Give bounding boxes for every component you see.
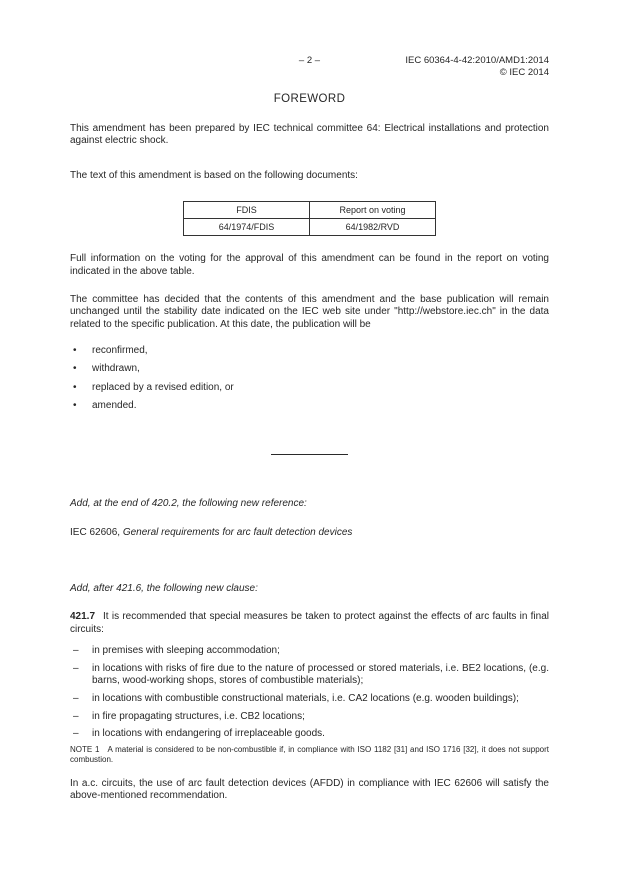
- page-title: FOREWORD: [273, 93, 346, 105]
- bullet-list: [70, 345, 549, 412]
- page-number: – 2 –: [298, 55, 321, 66]
- section-divider: [271, 454, 348, 455]
- dash-list: [70, 645, 549, 741]
- list-item: [70, 693, 549, 706]
- dash-icon: –: [73, 692, 79, 704]
- table-header-row: [184, 202, 436, 219]
- paragraph-committee: This amendment has been prepared by IEC technical committee 64: Electrical installations and protection against electric shock.: [70, 122, 549, 147]
- clause-421-7: [70, 611, 549, 636]
- reference-title: General requirements for arc fault detection devices: [122, 526, 353, 538]
- list-item: [70, 400, 549, 413]
- editorial-instruction-clause: Add, after 421.6, the following new clause:: [70, 583, 258, 595]
- dash-text: in premises with sleeping accommodation;: [92, 645, 280, 657]
- dash-text: in locations with risks of fire due to the nature of processed or stored materials, i.e. BE2 locations, (e.g. barns, wood-working shops, stores of combustible materials);: [92, 662, 549, 687]
- editorial-instruction-reference: Add, at the end of 420.2, the following new reference:: [70, 498, 307, 510]
- copyright-notice: © IEC 2014: [499, 67, 549, 78]
- list-item: [70, 645, 549, 658]
- paragraph-documents-intro: The text of this amendment is based on the following documents:: [70, 169, 358, 181]
- table-header-fdis: FDIS: [184, 202, 310, 219]
- bullet-icon: •: [73, 381, 77, 393]
- voting-table: [183, 201, 436, 236]
- note-text: A material is considered to be non-combustible if, in compliance with ISO 1182 [31] and ISO 1716 [32], it does not support combustion.: [70, 744, 549, 764]
- dash-text: in fire propagating structures, i.e. CB2 locations;: [92, 710, 305, 722]
- paragraph-voting-info: Full information on the voting for the approval of this amendment can be found in the report on voting indicated in the above table.: [70, 253, 549, 277]
- bullet-text: withdrawn,: [92, 363, 140, 375]
- dash-text: in locations with endangering of irreplaceable goods.: [92, 728, 325, 740]
- table-header-report: Report on voting: [310, 202, 436, 219]
- document-reference: IEC 60364-4-42:2010/AMD1:2014: [405, 55, 549, 66]
- dash-icon: –: [73, 710, 79, 722]
- table-row: [184, 219, 436, 236]
- paragraph-afdd: In a.c. circuits, the use of arc fault detection devices (AFDD) in compliance with IEC 62606 will satisfy the above-mentioned recommendation.: [70, 777, 549, 802]
- list-item: [70, 363, 549, 376]
- bullet-icon: •: [73, 363, 77, 375]
- table-cell-report-value: 64/1982/RVD: [310, 219, 436, 236]
- bullet-text: amended.: [92, 399, 137, 411]
- list-item: [70, 728, 549, 741]
- bullet-icon: •: [73, 345, 77, 357]
- bullet-text: reconfirmed,: [92, 345, 148, 357]
- bullet-icon: •: [73, 399, 77, 411]
- list-item: [70, 711, 549, 724]
- reference-number: IEC 62606,: [70, 526, 121, 538]
- dash-icon: –: [73, 645, 79, 657]
- note-1: [70, 745, 549, 765]
- reference-line: [70, 527, 549, 540]
- dash-icon: –: [73, 662, 79, 674]
- dash-text: in locations with combustible constructional materials, i.e. CA2 locations (e.g. wooden buildings);: [92, 692, 519, 704]
- list-item: [70, 663, 549, 688]
- table-cell-fdis-value: 64/1974/FDIS: [184, 219, 310, 236]
- clause-number: 421.7: [70, 611, 96, 622]
- page-header: [70, 55, 549, 79]
- dash-icon: –: [73, 728, 79, 740]
- note-label: NOTE 1: [70, 744, 100, 754]
- clause-text: It is recommended that special measures be taken to protect against the effects of arc faults in final circuits:: [70, 611, 549, 635]
- list-item: [70, 345, 549, 358]
- bullet-text: replaced by a revised edition, or: [92, 381, 234, 393]
- paragraph-stability: The committee has decided that the contents of this amendment and the base publication will remain unchanged until the stability date indicated on the IEC web site under "http://webstore.iec.ch" in the data related to the specific publication. At this date, the publication will be: [70, 293, 549, 330]
- list-item: [70, 382, 549, 395]
